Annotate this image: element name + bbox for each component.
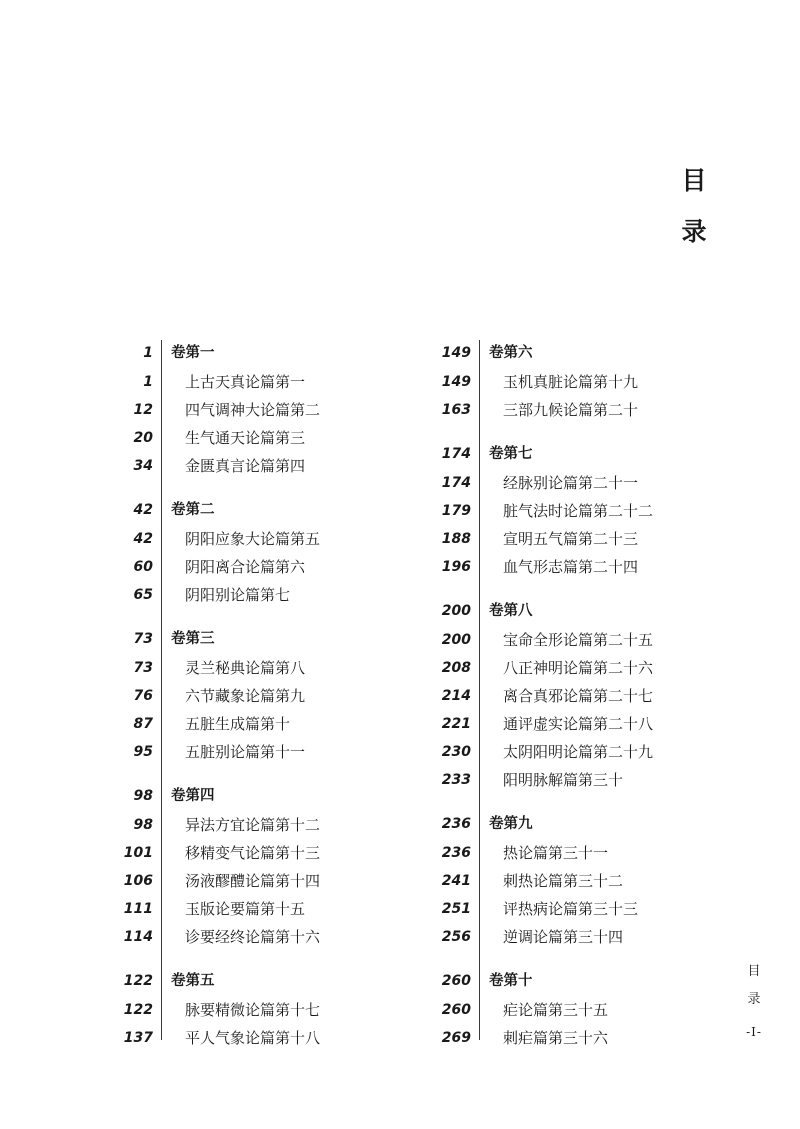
toc-chapter-label: 阳明脉解篇第三十 [503, 771, 624, 789]
toc-page-number: 269 [441, 1030, 471, 1046]
toc-page-number: 106 [123, 873, 153, 889]
toc-page-number: 60 [133, 559, 153, 575]
toc-page-number: 1 [143, 374, 153, 390]
toc-chapter-label: 五脏别论篇第十一 [185, 743, 306, 761]
toc-page-number: 149 [441, 345, 471, 361]
toc-page-number: 122 [123, 973, 153, 989]
toc-volume-label: 卷第十 [489, 973, 533, 989]
toc-volume-label: 卷第四 [171, 788, 215, 804]
toc-chapter-label: 太阴阳明论篇第二十九 [503, 743, 654, 761]
toc-page-number: 87 [133, 716, 153, 732]
toc-page-number: 208 [441, 660, 471, 676]
toc-page-number: 1 [143, 345, 153, 361]
toc-chapter-label: 血气形志篇第二十四 [503, 558, 639, 576]
column-divider [479, 340, 480, 1040]
toc-page-number: 179 [441, 503, 471, 519]
toc-page-number: 95 [133, 744, 153, 760]
toc-page-number: 236 [441, 816, 471, 832]
toc-page-number: 260 [441, 1002, 471, 1018]
toc-page-number: 200 [441, 603, 471, 619]
toc-chapter-label: 阴阳别论篇第七 [185, 586, 291, 604]
toc-volume-label: 卷第九 [489, 816, 533, 832]
toc-page-number: 98 [133, 817, 153, 833]
page-title-char: 录 [681, 217, 707, 246]
toc-page-number: 98 [133, 788, 153, 804]
running-header-char: 目 [747, 964, 761, 979]
toc-chapter-label: 阴阳应象大论篇第五 [185, 530, 321, 548]
toc-page-number: 65 [133, 587, 153, 603]
toc-chapter-label: 四气调神大论篇第二 [185, 401, 321, 419]
toc-page-number: 200 [441, 632, 471, 648]
toc-volume-label: 卷第七 [489, 446, 533, 462]
toc-chapter-label: 逆调论篇第三十四 [503, 928, 624, 946]
toc-page-number: 174 [441, 475, 471, 491]
toc-volume-label: 卷第一 [171, 345, 215, 361]
toc-volume-label: 卷第八 [489, 603, 533, 619]
toc-page-number: 73 [133, 631, 153, 647]
toc-page-number: 236 [441, 845, 471, 861]
toc-chapter-label: 评热病论篇第三十三 [503, 900, 639, 918]
toc-page-number: 214 [441, 688, 471, 704]
toc-volume-label: 卷第二 [171, 502, 215, 518]
toc-chapter-label: 经脉别论篇第二十一 [503, 474, 639, 492]
toc-page-number: 163 [441, 402, 471, 418]
toc-chapter-label: 脏气法时论篇第二十二 [503, 502, 654, 520]
toc-volume-label: 卷第六 [489, 345, 533, 361]
toc-chapter-label: 灵兰秘典论篇第八 [185, 659, 306, 677]
toc-page-number: 188 [441, 531, 471, 547]
toc-chapter-label: 异法方宜论篇第十二 [185, 816, 321, 834]
page-title-char: 目 [681, 166, 707, 195]
toc-page-number: 221 [441, 716, 471, 732]
toc-volume-label: 卷第三 [171, 631, 215, 647]
toc-page-number: 174 [441, 446, 471, 462]
toc-chapter-label: 诊要经终论篇第十六 [185, 928, 321, 946]
toc-page-number: 114 [123, 929, 153, 945]
toc-page-number: 111 [123, 901, 153, 917]
toc-chapter-label: 热论篇第三十一 [503, 844, 609, 862]
toc-chapter-label: 六节藏象论篇第九 [185, 687, 306, 705]
toc-page-number: 42 [133, 502, 153, 518]
toc-chapter-label: 八正神明论篇第二十六 [503, 659, 654, 677]
toc-page-number: 196 [441, 559, 471, 575]
toc-page-number: 137 [123, 1030, 153, 1046]
toc-chapter-label: 金匮真言论篇第四 [185, 457, 306, 475]
toc-chapter-label: 离合真邪论篇第二十七 [503, 687, 654, 705]
toc-page-number: 251 [441, 901, 471, 917]
toc-chapter-label: 上古天真论篇第一 [185, 373, 306, 391]
toc-chapter-label: 汤液醪醴论篇第十四 [185, 872, 321, 890]
toc-page-number: 230 [441, 744, 471, 760]
toc-page-number: 122 [123, 1002, 153, 1018]
toc-page-number: 149 [441, 374, 471, 390]
toc-chapter-label: 五脏生成篇第十 [185, 715, 291, 733]
toc-chapter-label: 平人气象论篇第十八 [185, 1029, 321, 1047]
toc-chapter-label: 阴阳离合论篇第六 [185, 558, 306, 576]
toc-page-number: 260 [441, 973, 471, 989]
toc-chapter-label: 疟论篇第三十五 [503, 1001, 609, 1019]
page-number: -I- [746, 1025, 762, 1039]
toc-page-number: 42 [133, 531, 153, 547]
toc-chapter-label: 玉机真脏论篇第十九 [503, 373, 639, 391]
toc-page-number: 241 [441, 873, 471, 889]
toc-page-number: 256 [441, 929, 471, 945]
toc-chapter-label: 生气通天论篇第三 [185, 429, 306, 447]
toc-chapter-label: 脉要精微论篇第十七 [185, 1001, 321, 1019]
toc-chapter-label: 宝命全形论篇第二十五 [503, 631, 654, 649]
toc-page-number: 73 [133, 660, 153, 676]
column-divider [161, 340, 162, 1040]
toc-volume-label: 卷第五 [171, 973, 215, 989]
toc-page-number: 20 [133, 430, 153, 446]
toc-page-number: 12 [133, 402, 153, 418]
toc-page-number: 34 [133, 458, 153, 474]
toc-page-number: 76 [133, 688, 153, 704]
toc-chapter-label: 移精变气论篇第十三 [185, 844, 321, 862]
toc-chapter-label: 玉版论要篇第十五 [185, 900, 306, 918]
toc-chapter-label: 刺热论篇第三十二 [503, 872, 624, 890]
toc-page-number: 233 [441, 772, 471, 788]
toc-page-number: 101 [123, 845, 153, 861]
running-header-char: 录 [747, 992, 761, 1007]
toc-chapter-label: 通评虚实论篇第二十八 [503, 715, 654, 733]
toc-chapter-label: 刺疟篇第三十六 [503, 1029, 609, 1047]
toc-chapter-label: 三部九候论篇第二十 [503, 401, 639, 419]
toc-chapter-label: 宣明五气篇第二十三 [503, 530, 639, 548]
